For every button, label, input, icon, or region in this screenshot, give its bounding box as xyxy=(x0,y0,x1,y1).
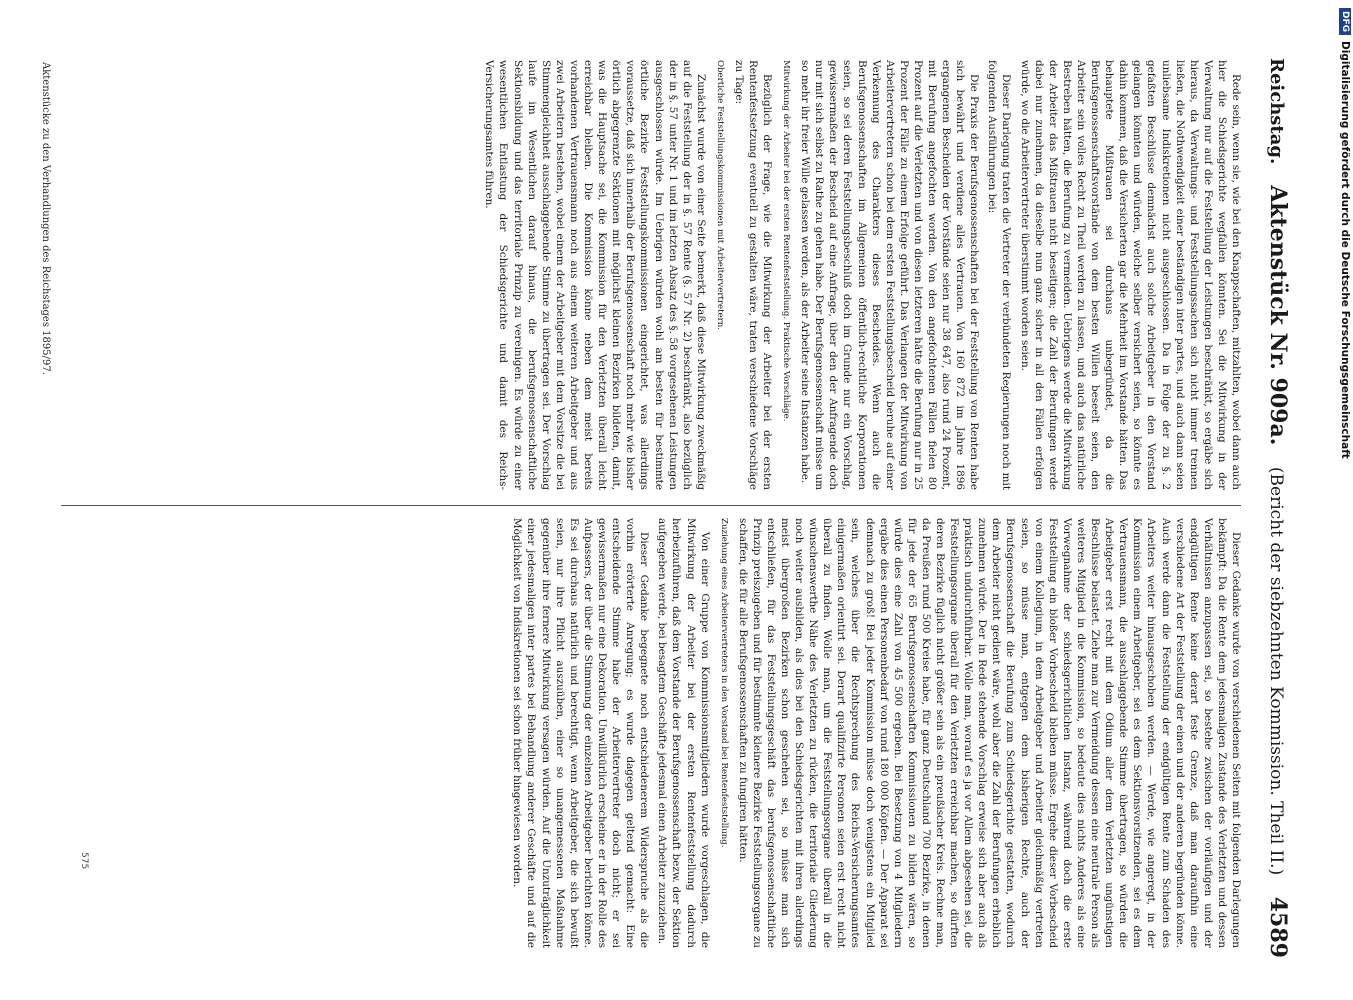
left-paragraph-3: Die Praxis der Berufsgenossenschaften bei der Feststellung von Renten habe sich bewährt und verdiene alles Vertrauen. Von 160 872 im Jahre 1896 ergangenen Bescheiden der Vorstände seien nur 38 647, also rund 24 Prozent, mit Berufung angefochten worden. Von den angefochtenen Fällen fielen 80 Prozent auf die Verletzten und von diesen letzteren hätte die Berufung nur in 25 Prozent der Fälle zu einem Erfolge geführt. Das Verlangen der Mitwirkung von Arbeitervertretern schon bei dem ersten Feststellungsbescheid beruhe auf einer Verkennung des Charakters dieses Bescheides. Wenn auch die Berufsgenossenschaften im Allgemeinen öffentlich-rechtliche Korporationen seien, so sei deren Feststellungsbeschluß doch im Grunde nur ein Vorschlag, gewissermaßen der Bescheid auf eine Anfrage, über den der Anfragende doch nur mit sich selbst zu Rathe zu gehen habe. Der Berufsgenossenschaft müsse um so mehr ihr freier Wille gelassen werden, als der Arbeiter seine Instanzen habe. xyxy=(799,60,981,490)
left-side-heading-1: Mitwirkung der Arbeiter bei der ersten Rentenfeststellung. Praktische Vorschläge. xyxy=(781,60,792,422)
credit-line xyxy=(1339,8,1351,459)
right-paragraph-3: Dieser Gedanke begegnete noch entschiedenerem Widerspruche als die vorhin erörterte Anregung; es wurde dagegen geltend gemacht: Eine entscheidende Stimme habe der Arbeitervertreter doch nicht; er sei gewissermaßen nur eine Dekoration. Unwillkürlich erscheine er in der Rolle des Aufpassers, der über die Stimmung der einzelnen Arbeitgeber berichten könne. Es sei durchaus natürlich und berechtigt, wenn Arbeitgeber, die sich bewußt seien, nur ihre Pflicht auszuüben, einer so unangemessenen Maßnahme gegenüber ihre fernere Mitwirkung versagen würden. Auf die Unzuträglichkeit einer jedesmaligen inter partes bei Behandlung anderer Geschäfte und auf die Möglichkeit von Indiskretionen sei schon früher hingewiesen worden. xyxy=(511,518,651,948)
right-side-heading-1: Zuziehung eines Arbeitervertreters in den Vorstand bei Rentenfeststellung. xyxy=(718,518,729,848)
left-paragraph-5: Zunächst wurde von einer Seite bemerkt, daß diese Mitwirkung zweckmäßig auf die Feststellung der in §. 57 Rente (§. 57 Nr. 2) beschränkt, also bezüglich der in §. 57 unter Nr. 1 und im letzten Absatz des §. 58 vorgesehenen Leistungen ausgeschlossen würde. Im Uebrigen würden wohl am besten für bestimmte örtliche Bezirke Feststellungskommissionen eingerichtet, was allerdings voraussetze, daß sich innerhalb der Berufsgenossenschaft noch mehr wie bisher örtlich abgegrenzte Sektionen mit möglichst kleinen Bezirken bildeten, damit, was die Hauptsache sei, die Kommission für den Verletzten überall leicht erreichbar bleiben. Die Kommission könne neben dem meist bereits vorhandenen Vertrauensmann noch aus einem weiteren Arbeitgeber und aus zwei Arbeitern bestehen, wobei einem der Arbeitgeber mit dem Vorsitze die bei Stimmengleichheit ausschlaggebende Stimme zu übertragen sei. Der Vorschlag laufe im Wesentlichen darauf hinaus, die berufsgenossenschaftliche Sektionsbildung und das territoriale Prinzip zu vereinigen. Es würde zu einer wesentlichen Entlastung der Schiedsgerichte und damit des Reichs-Versicherungsamtes führen. xyxy=(483,60,707,490)
digitization-credit xyxy=(1333,8,1351,618)
header-left xyxy=(1265,58,1291,445)
left-paragraph-1: Rede sein, wenn sie, wie bei den Knappschaften, mitzahlten, wobei dann auch hier die Schiedsgerichte wegfallen könnten. Sei die Mitwirkung in der Verwaltung nur auf die Feststellung der Leistungen beschränkt, so ergäbe sich hieraus, da Verwaltungs- und Feststellungssachen sich nicht immer trennen ließen, die Nothwendigkeit einer beständigen inter partes, und auch dann seien unliebsame Indiskretionen nicht ausgeschlossen. Da in Folge der zu §. 2 gefaßten Beschlüsse demnächst auch solche Arbeitgeber in den Vorstand gelangen könnten und würden, welche selber versichert seien, so könnte es dahin kommen, daß die Versicherten gar die Mehrheit im Vorstande hätten. Das behauptete Mißtrauen sei durchaus unbegründet, da die Berufsgenossenschaftsvorstände von dem besten Willen beseelt seien, den Arbeiter sein volles Recht zu Theil werden zu lassen, und auch das natürliche Bestreben hätten, die Berufung zu vermeiden. Uebrigens werde die Mitwirkung der Arbeiter das Mißtrauen nicht beseitigen; die Zahl der Berufungen werde dabei nur zunehmen, da dieselbe nun ganz sicher in all den Fällen erfolgen würde, wo die Arbeitervertreter überstimmt worden seien. xyxy=(1018,60,1242,490)
right-column xyxy=(63,518,1243,948)
left-side-heading-2: Obertiche Feststellungskommissionen mit Arbeitervertretern. xyxy=(714,60,725,331)
left-paragraph-2: Dieser Darlegung traten die Vertreter der verbündeten Regierungen noch mit folgenden Ausführungen bei: xyxy=(986,60,1013,490)
page-footnote: Aktenstücke zu den Verhandlungen des Reichstages 1895/97. xyxy=(40,62,51,375)
column-divider xyxy=(61,505,1241,506)
printer-signature: 575 xyxy=(79,852,89,870)
left-paragraph-4: Bezüglich der Frage, wie die Mitwirkung der Arbeiter bei der ersten Rentenfestsetzung eventuell zu gestalten wäre, traten verschiedene Vorschläge zu Tage: xyxy=(732,60,774,490)
left-column xyxy=(63,60,1243,490)
page-header xyxy=(1249,58,1291,958)
right-paragraph-2: Von einer Gruppe von Kommissionsmitgliedern wurde vorgeschlagen, die Mitwirkung der Arbeiter bei der ersten Rentenfeststellung dadurch herbeizuführen, daß dem Vorstande der Berufsgenossenschaft bezw. der Sektion aufgegeben werde, bei besagtem Geschäfte jedesmal einen Arbeiter zuzuziehen. xyxy=(656,518,711,948)
right-paragraph-1: Dieser Gedanke wurde von verschiedenen Seiten mit folgenden Darlegungen bekämpft: Da die Rente dem jedesmaligen Zustande des Verletzten und dessen Verhältnissen anzupassen sei, so bestehe zwischen der vorläufigen und der endgültigen Rente keine derart feste Grenze, daß man daraufhin eine verschiedene Art der Feststellung der einen und der anderen begründen könne. Auch werde dann die Feststellung der endgültigen Rente zum Schaden des Arbeiters weiter hinausgeschoben werden. — Werde, wie angeregt, in der Kommission einem Arbeitgeber, sei es dem Sektionsvorsitzenden, sei es dem Vertrauensmann, die ausschlaggebende Stimme übertragen, so würden die Arbeitgeber erst recht mit dem Odium aller dem Verletzten ungünstigen Beschlüsse belastet. Ziehe man zur Vermeidung dessen eine neutrale Person als weiteres Mitglied in die Kommission, so bedeute dies nichts Anderes als eine Vorwegnahme der schiedsgerichtlichen Instanz, während doch die erste Feststellung ein bloßer Vorbescheid bleiben müsse. Ergehe dieser Vorbescheid von einem Kollegium, in dem Arbeitgeber und Arbeiter gleichmäßig vertreten seien, so müsse man, entgegen dem bisherigen Rechte, auch der Berufsgenossenschaft die Berufung zum Schiedsgerichte gestatten, wodurch dem Arbeiter nicht gedient wäre, wohl aber die Zahl der Berufungen erheblich zunehmen würde. Der in Rede stehende Vorschlag erweise sich aber auch als praktisch undurchführbar. Wolle man, worauf es ja vor Allem abgesehen sei, die Feststellungsorgane überall für den Verletzten erreichbar machen, so dürften deren Bezirke füglich nicht größer sein als ein preußischer Kreis. Rechne man, da Preußen rund 500 Kreise habe, für ganz Deutschland 700 Bezirke, in denen für jede der 65 Berufsgenossenschaften Kommissionen zu bilden wären, so würde dies eine Zahl von 45 500 ergeben. Bei Besetzung von 4 Mitgliedern ergäbe dies einen Personenbedarf von rund 180 000 Köpfen. — Der Apparat sei demnach zu groß! Bei jeder Kommission müsse doch wenigstens ein Mitglied sein, welches über die Rechtsprechung des Reichs-Versicherungsamtes einigermaßen orientirt sei. Derart qualifizirte Personen seien erst recht nicht überall zu finden. Wolle man, um die Feststellungsorgane überall in die wünschenswerthe Nähe des Verletzten zu rücken, die territoriale Gliederung noch weiter ausbilden, als dies bei den Schiedsgerichten mit ihren allerdings meist übergroßen Bezirken schon geschehen sei, so müsse man sich entschließen, für das Feststellungsgeschäft das berufsgenossenschaftliche Prinzip preiszugeben und für bestimmte kleinere Bezirke Feststellungsorgane zu schaffen, die für alle Berufsgenossenschaften zu fungiren hätten. xyxy=(736,518,1242,948)
header-subtitle: (Bericht der siebzehnten Kommission. Theil II.) xyxy=(1266,466,1286,876)
page-number: 4589 xyxy=(1265,896,1291,958)
dfg-logo: DFG xyxy=(1339,8,1351,35)
header-reichstag: Reichstag. xyxy=(1266,58,1287,165)
header-title: Aktenstück Nr. 909a. xyxy=(1265,185,1291,446)
credit-text: Digitalisierung gefördert durch die Deutsche Forschungsgemeinschaft xyxy=(1339,41,1351,459)
